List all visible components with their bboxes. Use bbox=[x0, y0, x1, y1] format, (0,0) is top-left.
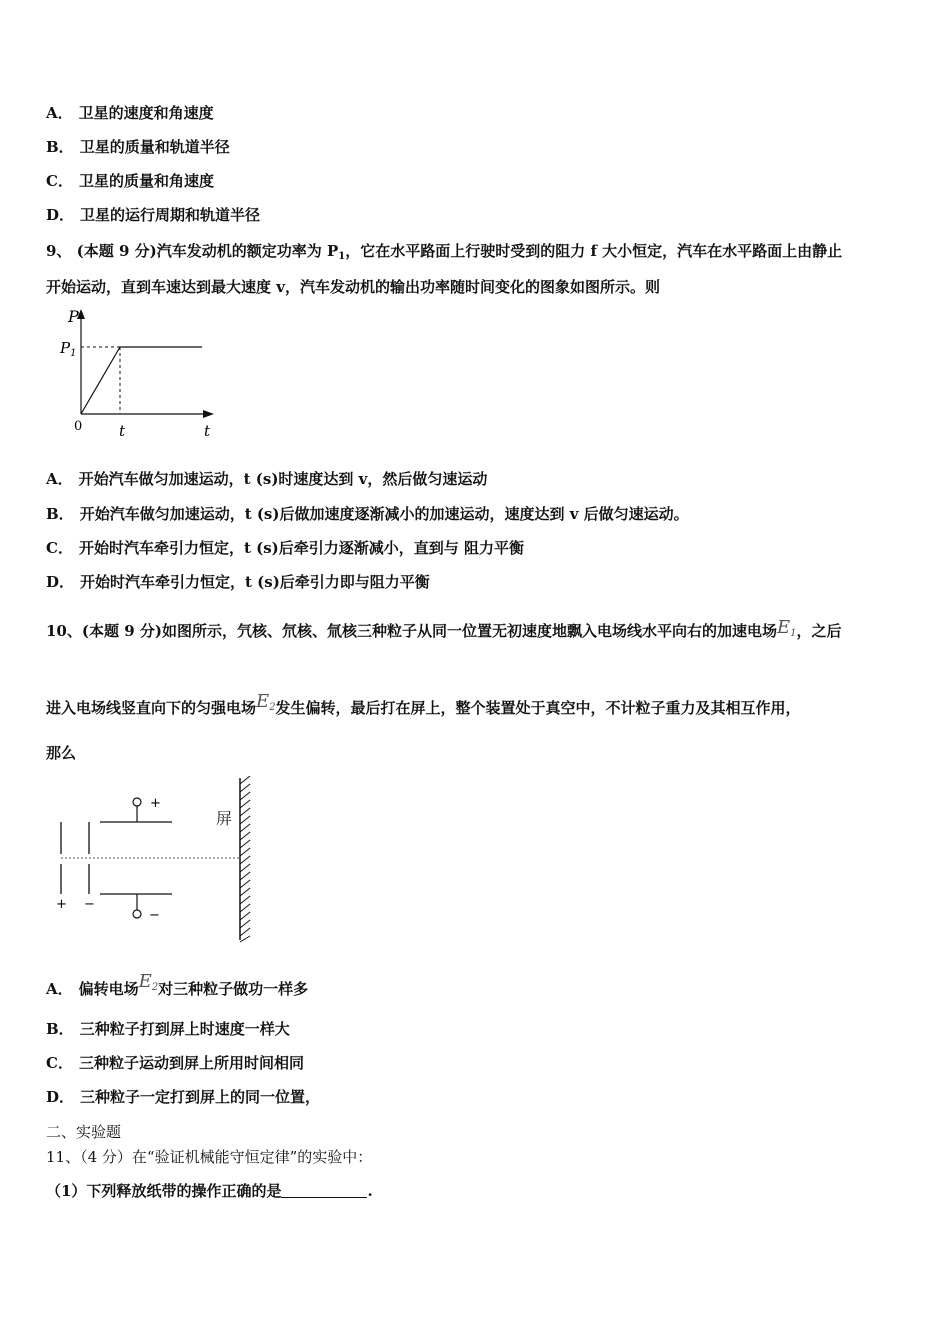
accel-minus-sign: − bbox=[84, 897, 95, 912]
q8-option-b: B． 卫星的质量和轨道半径 bbox=[46, 138, 230, 156]
ramp-line bbox=[81, 347, 120, 414]
q11-part1: （1）下列释放纸带的操作正确的是 . bbox=[46, 1182, 373, 1200]
top-plus-sign: + bbox=[150, 796, 161, 811]
q10-option-b: B． 三种粒子打到屏上时速度一样大 bbox=[46, 1020, 290, 1038]
origin-label: 0 bbox=[74, 419, 83, 434]
q9-stem-line1: 9、 (本题 9 分)汽车发动机的额定功率为 $P_1$，它在水平路面上行驶时受到的阻力 f 大小恒定，汽车在水平路面上由静止 bbox=[46, 242, 843, 262]
screen-hatching bbox=[240, 776, 250, 942]
q9-option-d: D． 开始时汽车牵引力恒定，t (s)后牵引力即与阻力平衡 bbox=[46, 573, 430, 591]
y-axis-label: P bbox=[68, 307, 79, 326]
e2-symbol-option: $E_2$ bbox=[138, 971, 159, 993]
e2-symbol: $E_2$ bbox=[256, 691, 276, 713]
q10-stem-line3: 那么 bbox=[46, 744, 77, 762]
p1-label: $P_1$ bbox=[60, 339, 77, 359]
q9-option-c: C． 开始时汽车牵引力恒定，t (s)后牵引力逐渐减小，直到与 阻力平衡 bbox=[46, 539, 524, 557]
q11-stem: 11、（4 分）在“验证机械能守恒定律”的实验中： bbox=[46, 1148, 373, 1166]
e1-symbol: $E_1$ bbox=[776, 617, 797, 639]
section-heading-experiment: 二、实验题 bbox=[46, 1123, 122, 1141]
q9-option-b: B． 开始汽车做匀加速运动，t (s)后做加速度逐渐减小的加速运动，速度达到 v 后做匀速运动。 bbox=[46, 505, 689, 523]
bottom-minus-sign: − bbox=[149, 908, 160, 923]
accel-plus-sign: + bbox=[56, 897, 67, 912]
top-terminal bbox=[133, 798, 141, 806]
q9-option-a: A． 开始汽车做匀加速运动，t (s)时速度达到 v，然后做匀速运动 bbox=[46, 470, 488, 488]
q10-stem-line2: 进入电场线竖直向下的匀强电场$E_2$发生偏转，最后打在屏上，整个装置处于真空中，不计粒子重力及其相互作用， bbox=[46, 691, 801, 717]
particle-deflection-diagram bbox=[52, 776, 262, 944]
q8-option-a: A． 卫星的速度和角速度 bbox=[46, 104, 214, 122]
x-axis-label: t bbox=[204, 422, 211, 440]
q10-option-c: C． 三种粒子运动到屏上所用时间相同 bbox=[46, 1054, 304, 1072]
q9-stem-line2: 开始运动，直到车速达到最大速度 v，汽车发动机的输出功率随时间变化的图象如图所示。则 bbox=[46, 278, 660, 296]
answer-blank[interactable] bbox=[281, 1183, 367, 1198]
q10-stem-line1: 10、(本题 9 分)如图所示，氕核、氘核、氚核三种粒子从同一位置无初速度地飘入电场线水平向右的加速电场$E_1$，之后 bbox=[46, 617, 842, 640]
screen-label: 屏 bbox=[216, 809, 233, 828]
t-mark-label: t bbox=[119, 422, 126, 440]
power-time-graph bbox=[56, 306, 226, 442]
x-axis-arrow bbox=[203, 410, 214, 418]
q8-option-d: D． 卫星的运行周期和轨道半径 bbox=[46, 206, 261, 224]
q10-option-d: D． 三种粒子一定打到屏上的同一位置， bbox=[46, 1088, 321, 1106]
q10-option-a: A． 偏转电场$E_2$对三种粒子做功一样多 bbox=[46, 971, 309, 998]
bottom-terminal bbox=[133, 910, 141, 918]
q8-option-c: C． 卫星的质量和角速度 bbox=[46, 172, 214, 190]
